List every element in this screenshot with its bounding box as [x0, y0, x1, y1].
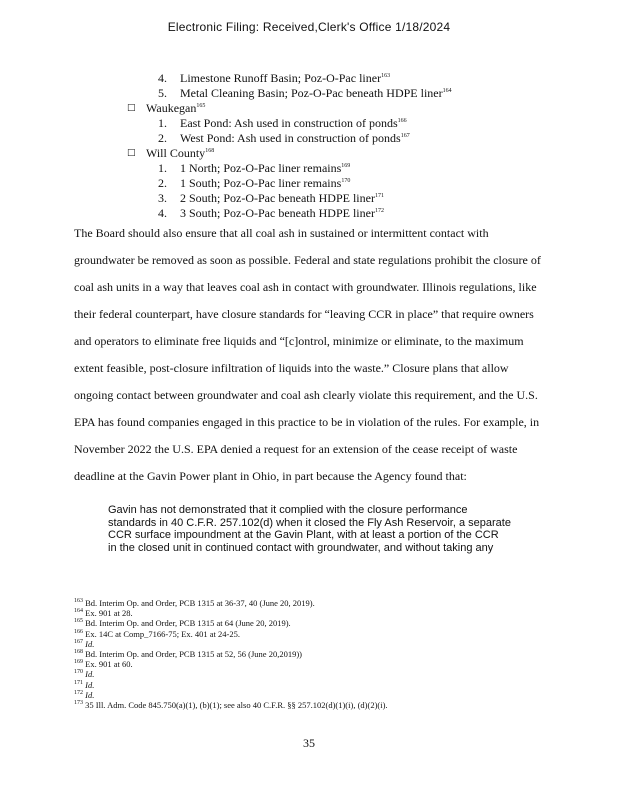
paragraph-line: groundwater be removed as soon as possible. Federal and state regulations prohibit the closure of: [74, 253, 541, 267]
paragraph-line: November 2022 the U.S. EPA denied a request for an extension of the cease receipt of waste: [74, 442, 518, 456]
list-number: 2.: [158, 131, 167, 145]
footnote-number: 169: [74, 659, 83, 666]
page-number: 35: [303, 736, 315, 750]
list-number: 1.: [158, 161, 167, 175]
footnote-ref[interactable]: 164: [442, 88, 452, 94]
footnote-number: 164: [74, 608, 83, 615]
list-text: 2 South; Poz-O-Pac beneath HDPE liner$^{171}$: [180, 191, 384, 205]
footnote: $^{169}$ Ex. 901 at 60.: [74, 659, 133, 670]
footnote-ref[interactable]: 166: [397, 118, 407, 124]
body-paragraph: [74, 220, 599, 490]
footnote-number: 167: [74, 638, 83, 645]
quote-line: in the closed unit in continued contact with groundwater, and without taking any: [108, 541, 494, 554]
footnote-number: 173: [74, 700, 83, 707]
list-number: 5.: [158, 86, 167, 100]
footnote: $^{163}$ Bd. Interim Op. and Order, PCB 1315 at 36-37, 40 (June 20, 2019).: [74, 598, 315, 608]
bullet-icon: □: [127, 148, 136, 158]
footnote-number: 163: [74, 598, 83, 604]
footnote: $^{167}$ Id.: [74, 638, 95, 649]
list-number: 3.: [158, 191, 167, 205]
paragraph-line: deadline at the Gavin Power plant in Ohio, in part because the Agency found that:: [74, 469, 467, 483]
list-number: 2.: [158, 176, 167, 190]
paragraph-line: ongoing contact between groundwater and coal ash clearly violate this requirement, and the U.S.: [74, 388, 538, 402]
list-number: 4.: [158, 71, 167, 85]
footnote: $^{170}$ Id.: [74, 669, 95, 680]
block-quote: [108, 504, 568, 554]
footnote: $^{168}$ Bd. Interim Op. and Order, PCB 1315 at 52, 56 (June 20,2019)): [74, 649, 302, 660]
quote-line: Gavin has not demonstrated that it complied with the closure performance: [108, 504, 468, 516]
quote-line: CCR surface impoundment at the Gavin Plant, with at least a portion of the CCR: [108, 529, 499, 541]
footnote-ref[interactable]: 167: [400, 133, 410, 139]
footnote: $^{164}$ Ex. 901 at 28.: [74, 608, 133, 619]
list-text: 1 North; Poz-O-Pac liner remains$^{169}$: [180, 161, 351, 175]
footnote: $^{173}$ 35 Ill. Adm. Code 845.750(a)(1), (b)(1); see also 40 C.F.R. §§ 257.102(d)(1)(i), (d)(2)(i).: [74, 700, 388, 711]
paragraph-line: The Board should also ensure that all coal ash in sustained or intermittent contact with: [74, 226, 489, 240]
footnotes: [74, 598, 388, 710]
footnote: $^{171}$ Id.: [74, 679, 95, 690]
list-number: 4.: [158, 206, 167, 220]
paragraph-line: and operators to eliminate free liquids and “[c]ontrol, minimize or eliminate, to the maximum: [74, 334, 524, 348]
filing-header: Electronic Filing: Received,Clerk's Office 1/18/2024: [167, 20, 451, 34]
paragraph-line: extent feasible, post-closure infiltration of liquids into the waste.” Closure plans that allow: [74, 361, 509, 375]
footnote-ref[interactable]: 172: [374, 208, 384, 214]
quote-line: standards in 40 C.F.R. 257.102(d) when it closed the Fly Ash Reservoir, a separate: [108, 516, 511, 529]
footnote-ref[interactable]: 168: [205, 148, 215, 154]
footnote-ref[interactable]: 169: [341, 163, 351, 169]
list-text: Metal Cleaning Basin; Poz-O-Pac beneath HDPE liner$^{164}$: [180, 86, 452, 100]
footnote-ref[interactable]: 163: [381, 73, 391, 79]
footnote-number: 165: [74, 618, 83, 625]
footnote-number: 168: [74, 649, 83, 656]
footnote-number: 170: [74, 669, 83, 676]
list-text: Limestone Runoff Basin; Poz-O-Pac liner$^{163}$: [180, 71, 391, 85]
list-text: 1 South; Poz-O-Pac liner remains$^{170}$: [180, 176, 351, 190]
list-number: 1.: [158, 116, 167, 130]
list-text: Will County$^{168}$: [146, 146, 215, 160]
footnote-number: 171: [74, 679, 83, 686]
paragraph-line: coal ash units in a way that leaves coal ash in contact with groundwater. Illinois regulations, like: [74, 280, 537, 294]
footnote-ref[interactable]: 171: [374, 193, 384, 199]
paragraph-line: their federal counterpart, have closure standards for “leaving CCR in place” that require owners: [74, 307, 534, 321]
list-text: East Pond: Ash used in construction of ponds$^{166}$: [180, 116, 407, 130]
footnote: $^{165}$ Bd. Interim Op. and Order, PCB 1315 at 64 (June 20, 2019).: [74, 618, 291, 629]
paragraph-line: EPA has found companies engaged in this practice to be in violation of the rules. For example, in: [74, 415, 540, 429]
footnote-ref[interactable]: 165: [196, 103, 206, 109]
footnote-number: 166: [74, 628, 83, 635]
footnote-number: 172: [74, 689, 83, 696]
footnote-ref[interactable]: 170: [341, 178, 351, 184]
footnote: $^{166}$ Ex. 14C at Comp_7166-75; Ex. 401 at 24-25.: [74, 628, 241, 639]
list-text: West Pond: Ash used in construction of ponds$^{167}$: [180, 131, 410, 145]
footnote: $^{172}$ Id.: [74, 689, 95, 700]
bullet-icon: □: [127, 103, 136, 113]
list-text: 3 South; Poz-O-Pac beneath HDPE liner$^{172}$: [180, 206, 384, 220]
list-text: Waukegan$^{165}$: [146, 101, 206, 115]
